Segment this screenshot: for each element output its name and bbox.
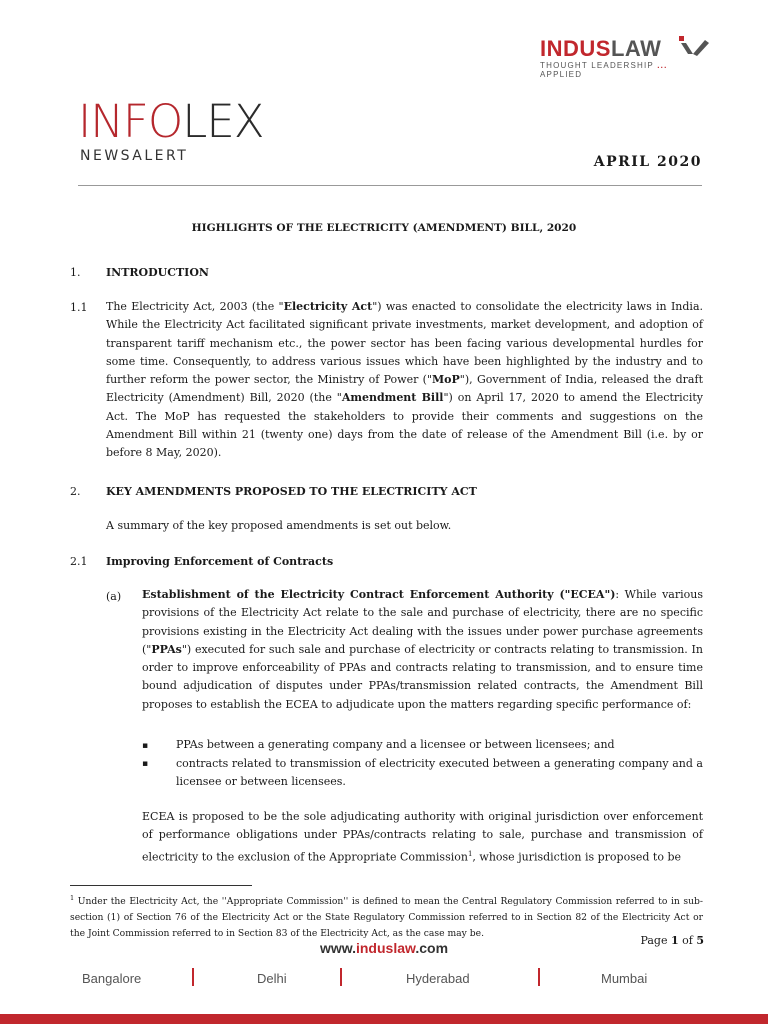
clause-ecea <box>142 586 703 714</box>
paragraph-intro <box>106 298 703 463</box>
page-label: Page <box>640 934 668 947</box>
bullet-marker: ▪ <box>142 759 149 769</box>
website-suffix: .com <box>415 940 449 956</box>
text-run: ") was enacted to consolidate the electricity laws in India. While the Electricity Act facilitated significant private investments, market development, and adoption of transparent tariff mechanism etc., the power sector has been facing various developmental hurdles for some time. Consequently, to address various issues which have been highlighted by the industry and to further reform the power sector, the Ministry of Power (" <box>106 300 703 387</box>
office-city: Bangalore <box>82 971 142 986</box>
logo-wordmark-law: LAW <box>610 36 662 61</box>
office-city: Hyderabad <box>406 971 470 986</box>
paragraph-number: 1.1 <box>70 301 88 314</box>
section-intro: A summary of the key proposed amendments is set out below. <box>106 519 452 532</box>
text-run: ") on April 17, 2020 to amend the Electricity Act. The MoP has requested the stakeholders to provide their comments and suggestions on the Amendment Bill within 21 (twenty one) days from the date of release of the Amendment Bill (i.e. by or before 8 May, 2020). <box>106 391 703 460</box>
logo-wordmark-indus: INDUS <box>540 36 611 61</box>
defined-term: Electricity Act <box>283 300 373 313</box>
newsletter-title-info: INFO <box>78 95 183 148</box>
document-title: HIGHLIGHTS OF THE ELECTRICITY (AMENDMENT) BILL, 2020 <box>191 222 577 234</box>
subsection-number: 2.1 <box>70 555 88 568</box>
issue-date: APRIL 2020 <box>593 154 702 170</box>
logo-tagline-a: THOUGHT LEADERSHIP <box>540 61 654 70</box>
section-heading: KEY AMENDMENTS PROPOSED TO THE ELECTRICITY ACT <box>106 485 477 498</box>
newsletter-title <box>78 97 264 147</box>
section-heading: INTRODUCTION <box>106 266 209 279</box>
section-number: 2. <box>70 485 81 498</box>
text-run: ") executed for such sale and purchase of electricity or contracts relating to transmission. In order to improve enforceability of PPAs and contracts relating to transmission, and to ensure time bound adjudication of disputes under PPAs/transmission related contracts, the Amendment Bill proposes to establish the ECEA to adjudicate upon the matters regarding specific performance of: <box>142 642 703 711</box>
website-domain: induslaw <box>355 940 416 956</box>
city-separator <box>340 968 342 986</box>
bullet-item: contracts related to transmission of electricity executed between a generating company and a licensee or between licensees. <box>176 757 703 789</box>
section-number: 1. <box>70 266 81 279</box>
text-run: , whose jurisdiction is proposed to be <box>472 850 681 864</box>
page-total: 5 <box>696 934 704 947</box>
website-link[interactable] <box>0 940 768 956</box>
page-of: of <box>682 934 693 947</box>
defined-term: MoP <box>432 373 460 387</box>
bullet-marker: ▪ <box>142 741 149 751</box>
footnote-ref[interactable]: 1 <box>467 849 473 858</box>
office-city: Mumbai <box>601 971 648 986</box>
subsection-heading: Improving Enforcement of Contracts <box>106 555 334 568</box>
footnote-text: Under the Electricity Act, the ''Appropriate Commission'' is defined to mean the Central Regulatory Commission referred to in sub-section (1) of Section 76 of the Electricity Act or the State Regulatory Commission referred to in Section 82 of the Electricity Act or the Joint Commission referred to in Section 83 of the Electricity Act, as the case may be. <box>70 896 704 940</box>
page-current: 1 <box>670 934 679 947</box>
header-divider <box>78 185 702 186</box>
text-run: : While various provisions of the Electricity Act relate to the sale and purchase of electricity, there are no specific provisions existing in the Electricity Act dealing with the issues under power purchase agreements (" <box>142 588 703 656</box>
text-run: ECEA is proposed to be the sole adjudicating authority with original jurisdiction over enforcement of performance obligations under PPAs/contracts relating to sale, purchase and transmission of electricity to the exclusion of the Appropriate Commission <box>142 810 703 864</box>
city-separator <box>538 968 540 986</box>
footnote-marker: 1 <box>70 894 75 902</box>
text-run: "), Government of India, released the draft Electricity (Amendment) Bill, 2020 (the " <box>106 373 703 405</box>
office-city: Delhi <box>257 971 287 986</box>
clause-heading: Establishment of the Electricity Contract Enforcement Authority ("ECEA") <box>142 588 616 601</box>
logo-tagline-dots: ... <box>657 61 668 70</box>
text-run: The Electricity Act, 2003 (the " <box>106 300 284 313</box>
footnote-divider <box>70 885 252 886</box>
logo-tagline-b: APPLIED <box>540 70 583 79</box>
logo-mark-icon <box>675 34 709 58</box>
website-prefix: www. <box>319 940 356 956</box>
defined-term: Amendment Bill <box>341 391 444 405</box>
footnote <box>70 890 703 942</box>
bullet-item: PPAs between a generating company and a licensee or between licensees; and <box>176 738 615 751</box>
city-separator <box>192 968 194 986</box>
newsletter-subtitle: NEWSALERT <box>80 148 189 164</box>
paragraph-ecea <box>142 808 703 867</box>
defined-term: PPAs <box>151 642 182 656</box>
footer-bar <box>0 1014 768 1024</box>
logo-tagline <box>540 61 710 79</box>
newsletter-title-lex: LEX <box>182 95 264 148</box>
clause-number: (a) <box>106 590 122 603</box>
